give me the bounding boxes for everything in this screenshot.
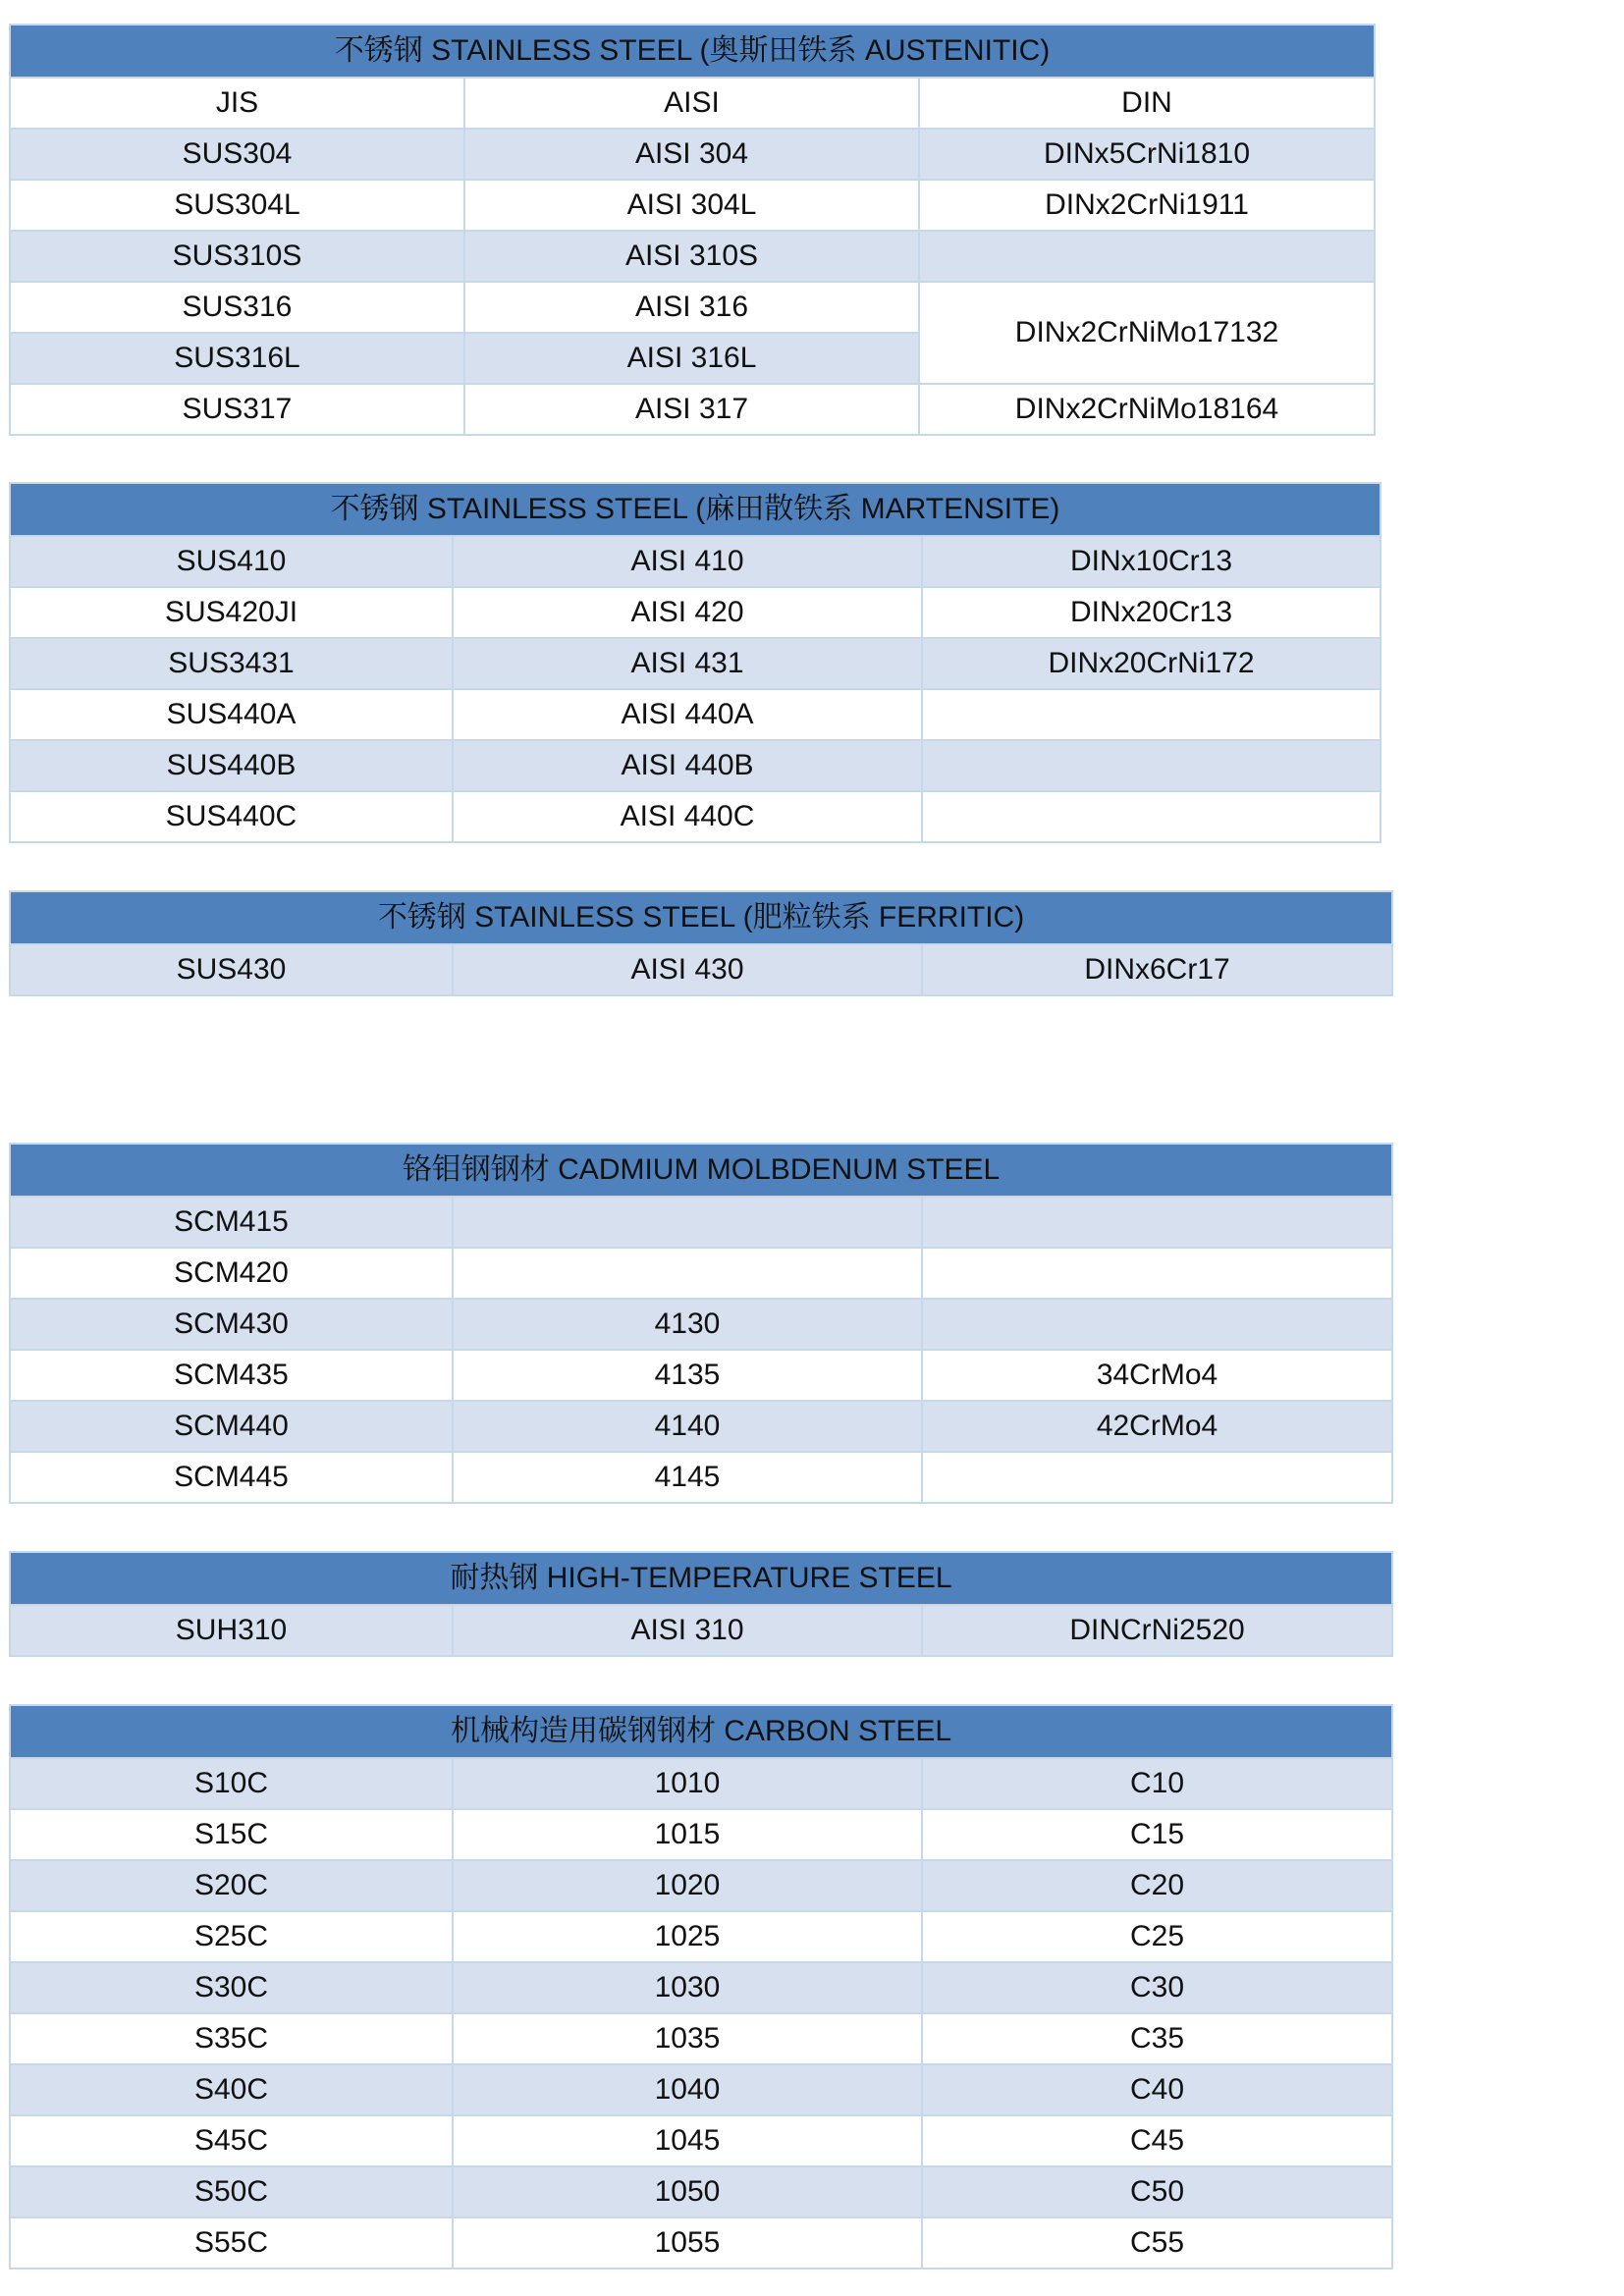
column-header-jis: JIS <box>10 78 464 129</box>
jis-cell: S30C <box>10 1962 453 2013</box>
column-header-aisi: AISI <box>464 78 919 129</box>
din-cell: C35 <box>922 2013 1392 2064</box>
jis-cell: SUS304L <box>10 180 464 231</box>
jis-cell: SUS310S <box>10 231 464 282</box>
table-row <box>10 231 1375 282</box>
aisi-cell <box>453 1248 922 1299</box>
table-row <box>10 2064 1392 2115</box>
table-row <box>10 1452 1392 1503</box>
austenitic-title: 不锈钢 STAINLESS STEEL (奥斯田铁系 AUSTENITIC) <box>10 25 1375 78</box>
high-temp-title: 耐热钢 HIGH-TEMPERATURE STEEL <box>10 1552 1392 1605</box>
table-row <box>10 536 1380 587</box>
aisi-cell: AISI 440C <box>453 791 922 842</box>
aisi-cell: AISI 410 <box>453 536 922 587</box>
din-cell: C25 <box>922 1911 1392 1962</box>
aisi-cell: 1030 <box>453 1962 922 2013</box>
aisi-cell: AISI 304 <box>464 129 919 180</box>
aisi-cell: AISI 440A <box>453 689 922 740</box>
jis-cell: SUS316 <box>10 282 464 333</box>
jis-cell: SUS410 <box>10 536 453 587</box>
jis-cell: SUS316L <box>10 333 464 384</box>
din-cell: DINx6Cr17 <box>922 944 1392 995</box>
aisi-cell: 1040 <box>453 2064 922 2115</box>
aisi-cell: 4135 <box>453 1350 922 1401</box>
table-row <box>10 1860 1392 1911</box>
jis-cell: S15C <box>10 1809 453 1860</box>
table-row <box>10 1350 1392 1401</box>
din-cell: C50 <box>922 2166 1392 2217</box>
din-cell: 34CrMo4 <box>922 1350 1392 1401</box>
aisi-cell: AISI 304L <box>464 180 919 231</box>
high-temp-table <box>9 1551 1393 1657</box>
din-cell: 42CrMo4 <box>922 1401 1392 1452</box>
table-row <box>10 740 1380 791</box>
jis-cell: SUS3431 <box>10 638 453 689</box>
din-cell: DINx10Cr13 <box>922 536 1380 587</box>
aisi-cell: AISI 316L <box>464 333 919 384</box>
table-row <box>10 384 1375 435</box>
din-cell: DINx2CrNi1911 <box>919 180 1375 231</box>
jis-cell: SUS420JI <box>10 587 453 638</box>
aisi-cell: AISI 310 <box>453 1605 922 1656</box>
carbon-title: 机械构造用碳钢钢材 CARBON STEEL <box>10 1705 1392 1758</box>
din-cell <box>922 791 1380 842</box>
jis-cell: S55C <box>10 2217 453 2269</box>
table-header-row <box>10 78 1375 129</box>
table-row <box>10 587 1380 638</box>
jis-cell: SCM440 <box>10 1401 453 1452</box>
din-cell: DINx2CrNiMo17132 <box>919 282 1375 384</box>
din-cell <box>919 231 1375 282</box>
din-cell: C10 <box>922 1758 1392 1809</box>
aisi-cell <box>453 1197 922 1248</box>
table-row <box>10 944 1392 995</box>
table-row <box>10 129 1375 180</box>
din-cell: DINx20CrNi172 <box>922 638 1380 689</box>
din-cell <box>922 689 1380 740</box>
din-cell <box>922 1299 1392 1350</box>
ferritic-table <box>9 890 1393 996</box>
din-cell: C20 <box>922 1860 1392 1911</box>
table-row <box>10 1197 1392 1248</box>
jis-cell: SCM445 <box>10 1452 453 1503</box>
martensite-table <box>9 482 1381 843</box>
jis-cell: SUS430 <box>10 944 453 995</box>
aisi-cell: 1045 <box>453 2115 922 2166</box>
table-row <box>10 2013 1392 2064</box>
aisi-cell: 1025 <box>453 1911 922 1962</box>
table-row <box>10 1758 1392 1809</box>
aisi-cell: 1020 <box>453 1860 922 1911</box>
aisi-cell: AISI 430 <box>453 944 922 995</box>
aisi-cell: 1010 <box>453 1758 922 1809</box>
table-row <box>10 180 1375 231</box>
din-cell: DINCrNi2520 <box>922 1605 1392 1656</box>
din-cell: DINx20Cr13 <box>922 587 1380 638</box>
din-cell <box>922 1197 1392 1248</box>
table-row <box>10 1605 1392 1656</box>
din-cell: C40 <box>922 2064 1392 2115</box>
jis-cell: SCM435 <box>10 1350 453 1401</box>
aisi-cell: AISI 431 <box>453 638 922 689</box>
jis-cell: S35C <box>10 2013 453 2064</box>
aisi-cell: AISI 316 <box>464 282 919 333</box>
jis-cell: SCM430 <box>10 1299 453 1350</box>
aisi-cell: AISI 440B <box>453 740 922 791</box>
martensite-title: 不锈钢 STAINLESS STEEL (麻田散铁系 MARTENSITE) <box>10 483 1380 536</box>
table-row <box>10 282 1375 333</box>
austenitic-table <box>9 24 1376 436</box>
jis-cell: S10C <box>10 1758 453 1809</box>
aisi-cell: 1015 <box>453 1809 922 1860</box>
jis-cell: SCM415 <box>10 1197 453 1248</box>
din-cell: C45 <box>922 2115 1392 2166</box>
table-row <box>10 791 1380 842</box>
aisi-cell: 1055 <box>453 2217 922 2269</box>
aisi-cell: 1050 <box>453 2166 922 2217</box>
table-row <box>10 1809 1392 1860</box>
jis-cell: SUS304 <box>10 129 464 180</box>
table-row <box>10 1962 1392 2013</box>
din-cell <box>922 740 1380 791</box>
din-cell <box>922 1248 1392 1299</box>
jis-cell: SUS440B <box>10 740 453 791</box>
jis-cell: SUS440C <box>10 791 453 842</box>
ferritic-title: 不锈钢 STAINLESS STEEL (肥粒铁系 FERRITIC) <box>10 891 1392 944</box>
aisi-cell: AISI 317 <box>464 384 919 435</box>
din-cell <box>922 1452 1392 1503</box>
table-row <box>10 689 1380 740</box>
carbon-table <box>9 1704 1393 2269</box>
table-row <box>10 638 1380 689</box>
aisi-cell: AISI 420 <box>453 587 922 638</box>
table-row <box>10 1911 1392 1962</box>
table-row <box>10 1248 1392 1299</box>
cadmium-table <box>9 1143 1393 1504</box>
jis-cell: S20C <box>10 1860 453 1911</box>
jis-cell: S50C <box>10 2166 453 2217</box>
table-row <box>10 2166 1392 2217</box>
jis-cell: S45C <box>10 2115 453 2166</box>
jis-cell: S25C <box>10 1911 453 1962</box>
din-cell: C30 <box>922 1962 1392 2013</box>
jis-cell: SCM420 <box>10 1248 453 1299</box>
table-row <box>10 2217 1392 2269</box>
cadmium-title: 铬钼钢钢材 CADMIUM MOLBDENUM STEEL <box>10 1144 1392 1197</box>
jis-cell: SUS440A <box>10 689 453 740</box>
aisi-cell: 4145 <box>453 1452 922 1503</box>
jis-cell: SUH310 <box>10 1605 453 1656</box>
table-row <box>10 2115 1392 2166</box>
jis-cell: SUS317 <box>10 384 464 435</box>
table-row <box>10 1299 1392 1350</box>
aisi-cell: 4140 <box>453 1401 922 1452</box>
column-header-din: DIN <box>919 78 1375 129</box>
aisi-cell: 1035 <box>453 2013 922 2064</box>
din-cell: DINx5CrNi1810 <box>919 129 1375 180</box>
aisi-cell: 4130 <box>453 1299 922 1350</box>
table-row <box>10 1401 1392 1452</box>
din-cell: C55 <box>922 2217 1392 2269</box>
aisi-cell: AISI 310S <box>464 231 919 282</box>
din-cell: DINx2CrNiMo18164 <box>919 384 1375 435</box>
din-cell: C15 <box>922 1809 1392 1860</box>
jis-cell: S40C <box>10 2064 453 2115</box>
